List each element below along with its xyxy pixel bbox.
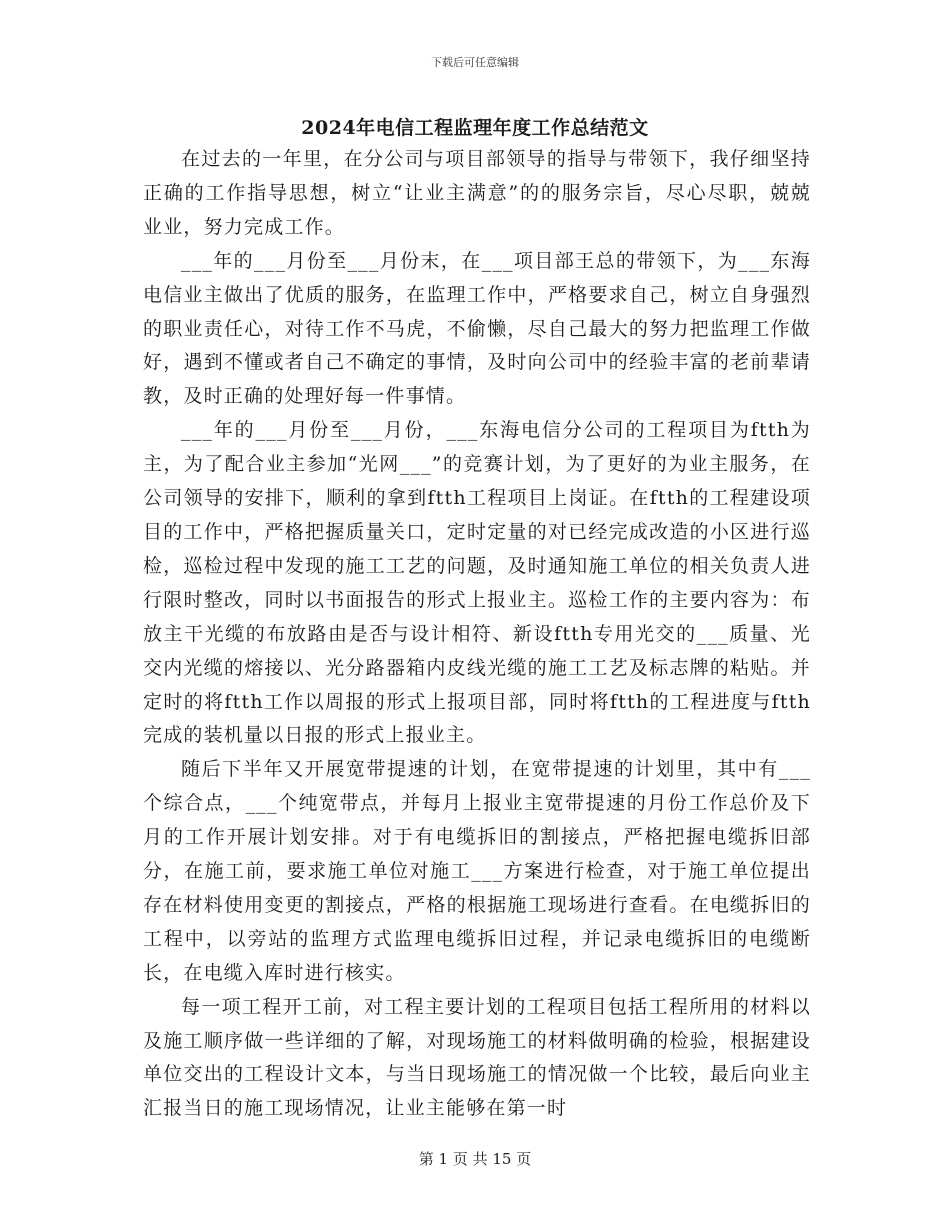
paragraph: ___年的___月份至___月份，___东海电信分公司的工程项目为ftth为主，为了配合业主参加“光网___”的竞赛计划，为了更好的为业主服务，在公司领导的安排下，顺利的拿到ftth工程项目上岗证。在ftth的工程建设项目的工作中，严格把握质量关口，定时定量的对已经完成改造的小区进行巡检，巡检过程中发现的施工工艺的问题，及时通知施工单位的相关负责人进行限时整改，同时以书面报告的形式上报业主。巡检工作的主要内容为：布放主干光缆的布放路由是否与设计相符、新设ftth专用光交的___质量、光交内光缆的熔接以、光分路器箱内皮线光缆的施工工艺及标志牌的粘贴。并定时的将ftth工作以周报的形式上报项目部，同时将ftth的工程进度与ftth完成的装机量以日报的形式上报业主。 [143,419,811,747]
page-footer: 第 1 页 共 15 页 [418,1150,532,1168]
paragraph: 在过去的一年里，在分公司与项目部领导的指导与带领下，我仔细坚持正确的工作指导思想，树立“让业主满意”的的服务宗旨，尽心尽职，兢兢业业，努力完成工作。 [143,148,811,238]
document-body [143,143,811,1126]
header-note: 下载后可任意编辑 [431,56,519,69]
document-title: 2024年电信工程监理年度工作总结范文 [301,117,649,139]
paragraph: 随后下半年又开展宽带提速的计划，在宽带提速的计划里，其中有___个综合点，___个纯宽带点，并每月上报业主宽带提速的月份工作总价及下月的工作开展计划安排。对于有电缆拆旧的割接点，严格把握电缆拆旧部分，在施工前，要求施工单位对施工___方案进行检查，对于施工单位提出存在材料使用变更的割接点，严格的根据施工现场进行查看。在电缆拆旧的工程中，以旁站的监理方式监理电缆拆旧过程，并记录电缆拆旧的电缆断长，在电缆入库时进行核实。 [143,758,811,984]
paragraph: 每一项工程开工前，对工程主要计划的工程项目包括工程所用的材料以及施工顺序做一些详细的了解，对现场施工的材料做明确的检验，根据建设单位交出的工程设计文本，与当日现场施工的情况做一个比较，最后向业主汇报当日的施工现场情况，让业主能够在第一时 [143,995,811,1120]
paragraph: ___年的___月份至___月份末，在___项目部王总的带领下，为___东海电信业主做出了优质的服务，在监理工作中，严格要求自己，树立自身强烈的职业责任心，对待工作不马虎，不偷懒，尽自己最大的努力把监理工作做好，遇到不懂或者自己不确定的事情，及时向公司中的经验丰富的老前辈请教，及时正确的处理好每一件事情。 [143,249,811,408]
